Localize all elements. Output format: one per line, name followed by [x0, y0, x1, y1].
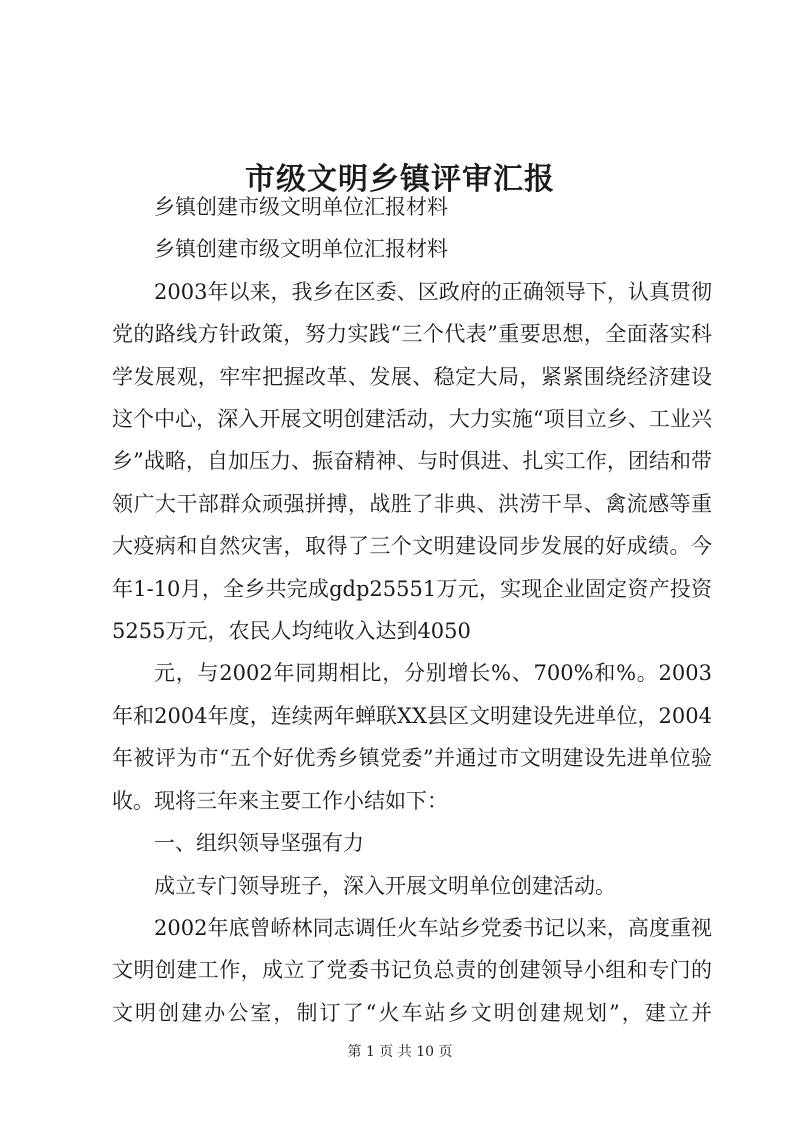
subtitle-line: 乡镇创建市级文明单位汇报材料	[154, 195, 448, 219]
section-heading: 一、组织领导坚强有力	[154, 831, 364, 856]
document-title: 市级文明乡镇评审汇报	[245, 162, 555, 198]
subtitle-line: 乡镇创建市级文明单位汇报材料	[154, 237, 448, 262]
page-footer: 第 1 页 共 10 页	[347, 1044, 453, 1060]
document-body	[112, 186, 712, 1034]
body-paragraph: 2002年底曾峤林同志调任火车站乡党委书记以来，高度重视文明创建工作，成立了党委书记负总责的创建领导小组和专门的文明创建办公室，制订了“火车站乡文明创建规划”，建立并	[112, 915, 712, 1025]
body-paragraph: 元，与2002年同期相比，分别增长%、700%和%。2003年和2004年度，连续两年蝉联XX县区文明建设先进单位，2004年被评为市“五个好优秀乡镇党委”并通过市文明建设先进单位验收。现将三年来主要工作小结如下：	[112, 661, 712, 813]
body-paragraph: 2003年以来，我乡在区委、区政府的正确领导下，认真贯彻党的路线方针政策，努力实践“三个代表”重要思想，全面落实科学发展观，牢牢把握改革、发展、稳定大局，紧紧围绕经济建设这个中心，深入开展文明创建活动，大力实施“项目立乡、工业兴乡”战略，自加压力、振奋精神、与时俱进、扎实工作，团结和带领广大干部群众顽强拼搏，战胜了非典、洪涝干旱、禽流感等重大疫病和自然灾害，取得了三个文明建设同步发展的好成绩。今年1-10月，全乡共完成gdp25551万元，实现企业固定资产投资5255万元，农民人均纯收入达到4050	[112, 279, 712, 644]
body-paragraph: 成立专门领导班子，深入开展文明单位创建活动。	[154, 873, 616, 898]
